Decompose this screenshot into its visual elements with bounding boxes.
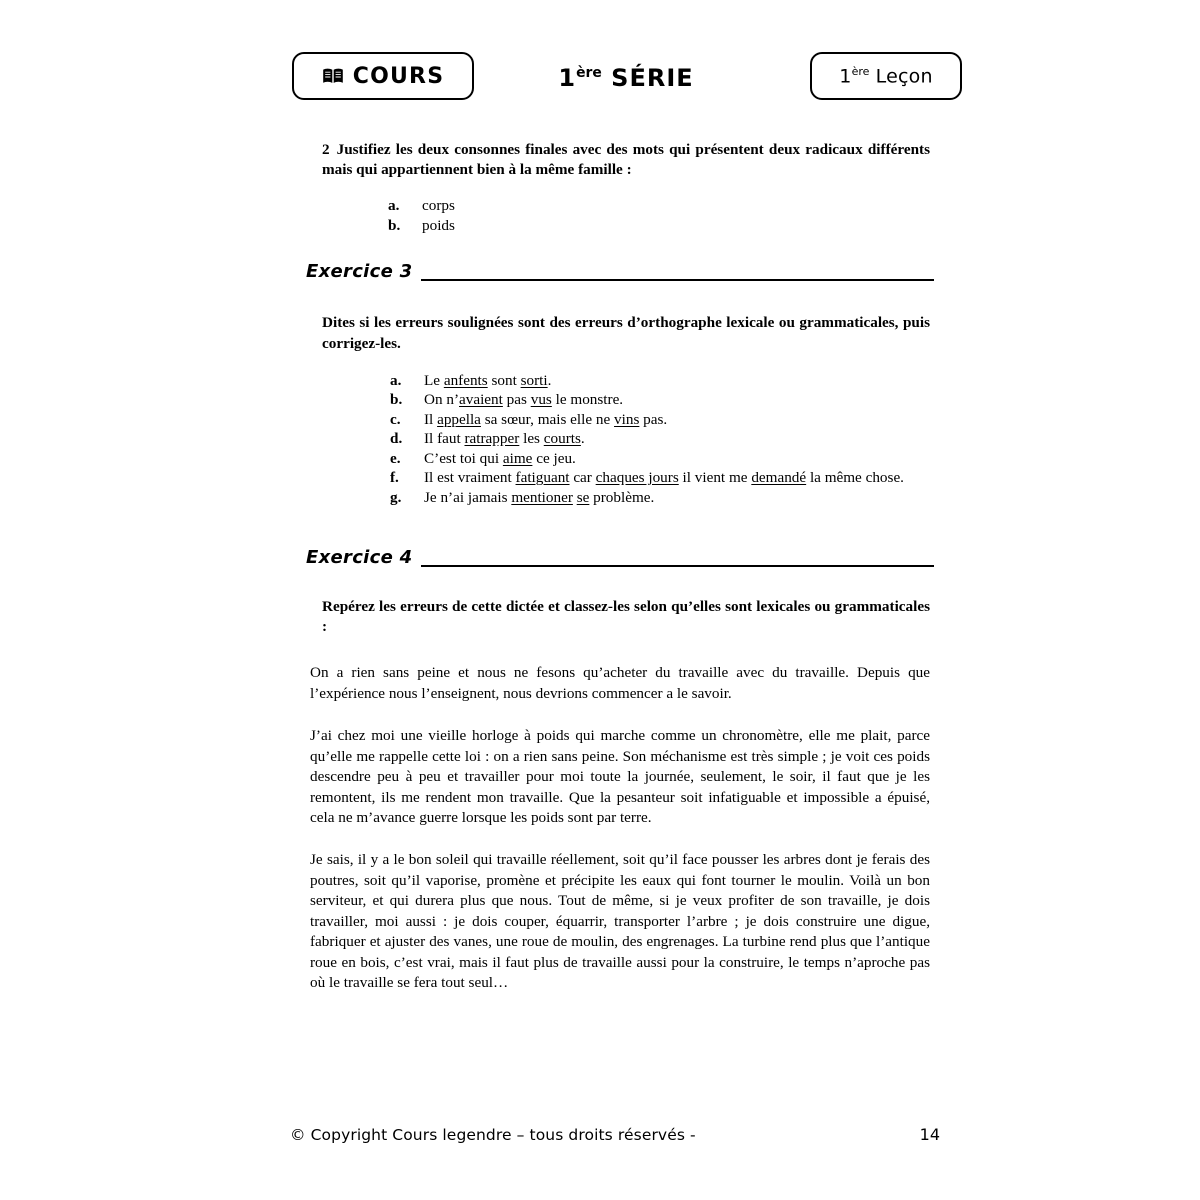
cours-badge-label: COURS (352, 63, 445, 89)
text-run: Je n’ai jamais (424, 488, 512, 506)
list-item (390, 371, 930, 390)
list-item (390, 410, 930, 429)
list-item-text: poids (422, 216, 455, 234)
list-item (390, 488, 930, 507)
list-item-text (424, 469, 904, 486)
serie-ordinal: ère (576, 65, 602, 81)
list-item-marker: a. (388, 197, 400, 215)
exercise-4-label: Exercice 4 (306, 546, 413, 568)
exercise-3-rule (421, 279, 935, 281)
text-run: pas (502, 391, 531, 409)
underlined-error: avaient (459, 391, 503, 409)
serie-word: SÉRIE (611, 64, 694, 92)
lecon-badge-label (839, 65, 932, 87)
underlined-error: vus (530, 391, 552, 409)
text-run: Il est vraiment (424, 469, 516, 487)
question-2-list (388, 196, 930, 235)
list-item-marker: e. (390, 449, 401, 467)
text-run: car (569, 469, 596, 487)
list-item-marker: a. (390, 371, 402, 389)
list-item-marker: d. (390, 430, 403, 448)
list-item-text (424, 391, 623, 408)
list-item-text (424, 372, 551, 389)
list-item (390, 390, 930, 409)
text-run: Il (424, 410, 438, 428)
list-item (390, 429, 930, 448)
list-item (388, 196, 930, 215)
underlined-error: demandé (751, 469, 807, 487)
underlined-error: courts (543, 430, 581, 448)
lecon-badge (810, 52, 962, 100)
text-run: . (580, 430, 585, 448)
text-run: pas. (639, 410, 668, 428)
page-number: 14 (919, 1125, 940, 1144)
text-run: sont (487, 371, 521, 389)
page-header (290, 52, 962, 108)
text-run: sa sœur, mais elle ne (480, 410, 615, 428)
question-2-instruction (322, 140, 930, 180)
list-item-text (424, 411, 667, 428)
serie-number: 1 (558, 64, 577, 92)
text-run: le monstre. (551, 391, 624, 409)
list-item (390, 468, 930, 487)
text-run: C’est toi qui (424, 449, 503, 467)
underlined-error: sorti (520, 371, 548, 389)
exercise-3-heading (306, 263, 934, 283)
dictee-paragraph: Je sais, il y a le bon soleil qui travaille réellement, soit qu’il face pousser les arbres dont je ferais des poutres, soit qu’il vaporise, promène et précipite les eaux qui font tourner le moulin. Voilà un bon serviteur, et qui durera plus que nous. Tout de même, si je veux profiter de son travaille, je dois travailler, moi aussi : je dois couper, équarrir, transporter l’arbre ; je dois construire une digue, fabriquer et ajuster des vanes, une roue de moulin, des engrenages. La turbine rend plus que l’antique roue en bois, c’est vrai, mais il faut plus de travaille aussi pour la construire, le temps n’aproche pas où le travaille se fera tout seul… (310, 851, 930, 992)
underlined-error: chaques jours (595, 469, 679, 487)
page-content (290, 140, 930, 994)
underlined-error: anfents (443, 371, 488, 389)
lecon-number: 1 (839, 65, 852, 88)
text-run: ce jeu. (532, 449, 576, 467)
list-item-marker: b. (388, 216, 401, 234)
page-footer (290, 1125, 940, 1144)
list-item-text: corps (422, 197, 455, 215)
text-run: la même chose. (806, 469, 904, 487)
text-run: Il faut (424, 430, 465, 448)
list-item-text (424, 450, 576, 467)
exercise-3-instruction: Dites si les erreurs soulignées sont des erreurs d’orthographe lexicale ou grammaticales, puis corrigez-les. (322, 314, 930, 352)
text-run: il vient me (678, 469, 752, 487)
exercise-3-list (390, 371, 930, 507)
exercise-4-instruction: Repérez les erreurs de cette dictée et classez-les selon qu’elles sont lexicales ou grammaticales : (322, 597, 930, 636)
list-item-text (424, 430, 585, 447)
text-run: . (547, 371, 552, 389)
question-2-text: Justifiez les deux consonnes finales avec des mots qui présentent deux radicaux différents mais qui appartiennent bien à la même famille : (322, 141, 930, 179)
underlined-error: appella (437, 410, 481, 428)
underlined-error: aime (502, 449, 533, 467)
list-item-marker: c. (390, 410, 401, 428)
underlined-error: ratrapper (464, 430, 520, 448)
lecon-ordinal: ère (851, 64, 870, 78)
text-run: problème. (589, 488, 655, 506)
text-run: On n’ (424, 391, 460, 409)
exercise-4-rule (421, 565, 935, 567)
underlined-error: se (576, 488, 590, 506)
copyright-text: © Copyright Cours legendre – tous droits réservés - (290, 1126, 696, 1144)
list-item (390, 449, 930, 468)
exercise-4-heading (306, 546, 934, 569)
text-run: Le (424, 371, 444, 389)
lecon-word: Leçon (875, 65, 933, 88)
list-item-marker: g. (390, 488, 402, 506)
list-item-marker: f. (390, 469, 399, 487)
dictee-paragraph: J’ai chez moi une vieille horloge à poids qui marche comme un chronomètre, elle me plait, parce qu’elle me rappelle cette loi : on a rien sans peine. Son méchanisme est très simple ; je voit ces poids descendre peu à peu et travailler pour moi toute la journée, seulement, le soir, il faut que je les remontent, ils me rendent mon travaille. Que la pesanteur soit infatiguable et impossible a épuisé, cela ne m’avance guerre lorsque les poids sont par terre. (310, 727, 930, 827)
dictee-paragraph: On a rien sans peine et nous ne fesons qu’acheter du travaille avec du travaille. Depuis que l’expérience nous l’enseignent, nous devrions commencer a le savoir. (310, 664, 930, 702)
list-item-marker: b. (390, 391, 403, 409)
question-2-number: 2 (322, 141, 330, 158)
underlined-error: fatiguant (515, 469, 570, 487)
list-item-text (424, 489, 654, 506)
underlined-error: mentioner (511, 488, 573, 506)
list-item (388, 216, 930, 235)
text-run: les (519, 430, 544, 448)
underlined-error: vins (614, 410, 640, 428)
exercise-3-label: Exercice 3 (306, 261, 413, 283)
